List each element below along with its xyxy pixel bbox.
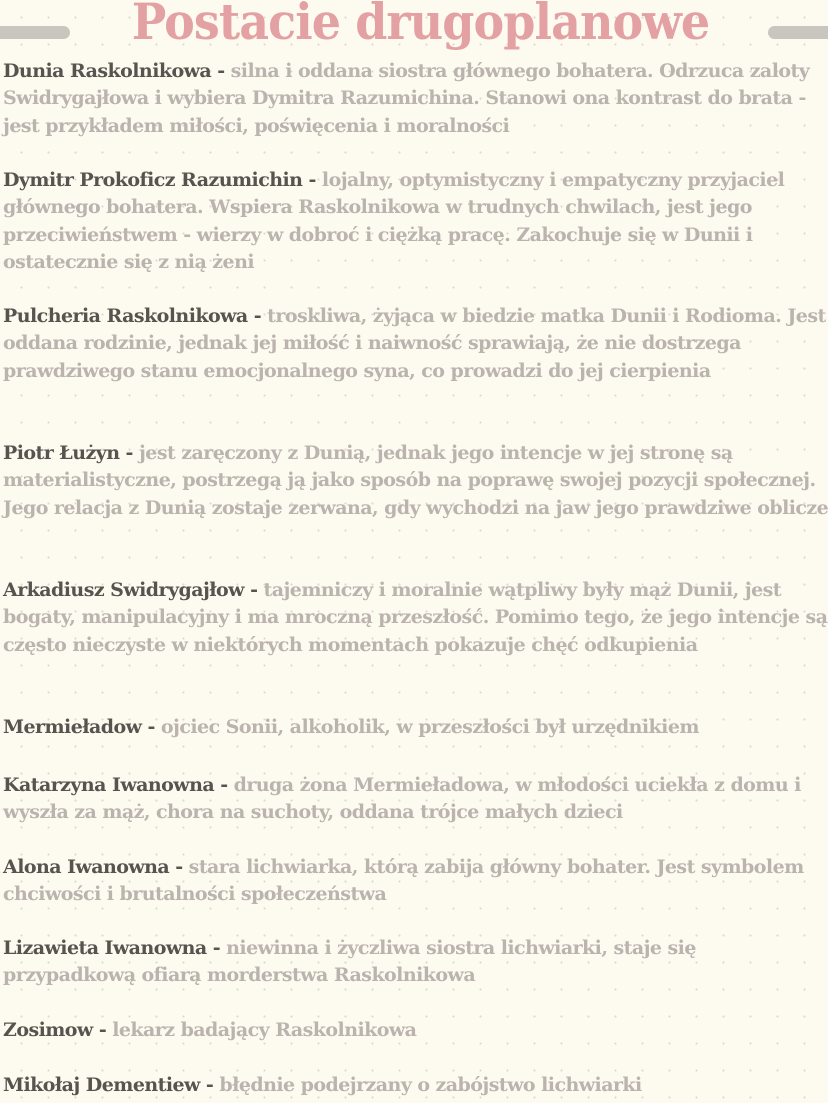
character-description: tajemniczy i moralnie wątpliwy były mąż Dunii, jest bogaty, manipulacyjny i ma mroczną przeszłość. Pomimo tego, że jego intencje są często nieczyste w niektórych momentach pokazuje chęć odkupienia <box>3 579 828 656</box>
header <box>0 0 828 58</box>
character-entry <box>3 935 828 990</box>
character-entry <box>3 167 828 276</box>
separator: - <box>211 60 231 82</box>
character-entry <box>3 714 828 741</box>
character-name: Mermieładow <box>3 716 142 738</box>
character-description: silna i oddana siostra głównego bohatera. Odrzuca zaloty Swidrygajłowa i wybiera Dymitra Razumichina. Stanowi ona kontrast do brata - jest przykładem miłości, poświęcenia i moralności <box>3 60 810 137</box>
character-description: błędnie podejrzany o zabójstwo lichwiarki <box>219 1074 642 1096</box>
character-entry <box>3 1072 828 1099</box>
character-description: stara lichwiarka, którą zabija główny bohater. Jest symbolem chciwości i brutalności społeczeństwa <box>3 856 804 906</box>
character-description: ojciec Sonii, alkoholik, w przeszłości był urzędnikiem <box>160 716 699 738</box>
character-name: Zosimow <box>3 1019 93 1041</box>
character-name: Piotr Łużyn <box>3 442 120 464</box>
character-description: lojalny, optymistyczny i empatyczny przyjaciel głównego bohatera. Wspiera Raskolnikowa w trudnych chwilach, jest jego przeciwieństwem - wierzy w dobroć i ciężką pracę. Zakochuje się w Dunii i ostatecznie się z nią żeni <box>3 169 785 273</box>
separator: - <box>119 442 139 464</box>
character-name: Arkadiusz Swidrygajłow <box>3 579 244 601</box>
character-description: troskliwa, żyjąca w biedzie matka Dunii i Rodioma. Jest oddana rodzinie, jednak jej miłość i naiwność sprawiają, że nie dostrzega prawdziwego stanu emocjonalnego syna, co prowadzi do jej cierpienia <box>3 305 826 382</box>
character-name: Lizawieta Iwanowna <box>3 937 207 959</box>
character-name: Pulcheria Raskolnikowa <box>3 305 248 327</box>
decorative-bar-left <box>0 26 70 39</box>
character-description: niewinna i życzliwa siostra lichwiarki, staje się przypadkową ofiarą morderstwa Raskolnikowa <box>3 937 696 987</box>
character-entry <box>3 577 828 659</box>
character-entry <box>3 58 828 140</box>
character-name: Dunia Raskolnikowa <box>3 60 212 82</box>
character-name: Mikołaj Dementiew <box>3 1074 200 1096</box>
character-entry <box>3 1017 828 1044</box>
character-entry <box>3 854 828 909</box>
separator: - <box>302 169 322 191</box>
character-description: lekarz badający Raskolnikowa <box>112 1019 417 1041</box>
separator: - <box>92 1019 113 1041</box>
character-name: Alona Iwanowna <box>3 856 170 878</box>
character-entry <box>3 303 828 385</box>
character-name: Dymitr Prokoficz Razumichin <box>3 169 303 191</box>
separator: - <box>199 1074 220 1096</box>
separator: - <box>169 856 189 878</box>
separator: - <box>214 774 234 796</box>
separator: - <box>244 579 264 601</box>
character-description: jest zaręczony z Dunią, jednak jego intencje w jej stronę są materialistyczne, postrzegą ją jako sposób na poprawę swojej pozycji społecznej. Jego relacja z Dunią zostaje zerwana, gdy wychodzi na jaw jego prawdziwe oblicze <box>3 442 828 519</box>
character-entry <box>3 440 828 522</box>
separator: - <box>247 305 268 327</box>
page-title: Postacie drugoplanowe <box>131 0 710 51</box>
character-entry <box>3 772 828 827</box>
character-name: Katarzyna Iwanowna <box>3 774 215 796</box>
character-description: druga żona Mermieładowa, w młodości uciekła z domu i wyszła za mąż, chora na suchoty, oddana trójce małych dzieci <box>3 774 801 824</box>
separator: - <box>141 716 161 738</box>
decorative-bar-right <box>768 26 828 39</box>
separator: - <box>206 937 227 959</box>
